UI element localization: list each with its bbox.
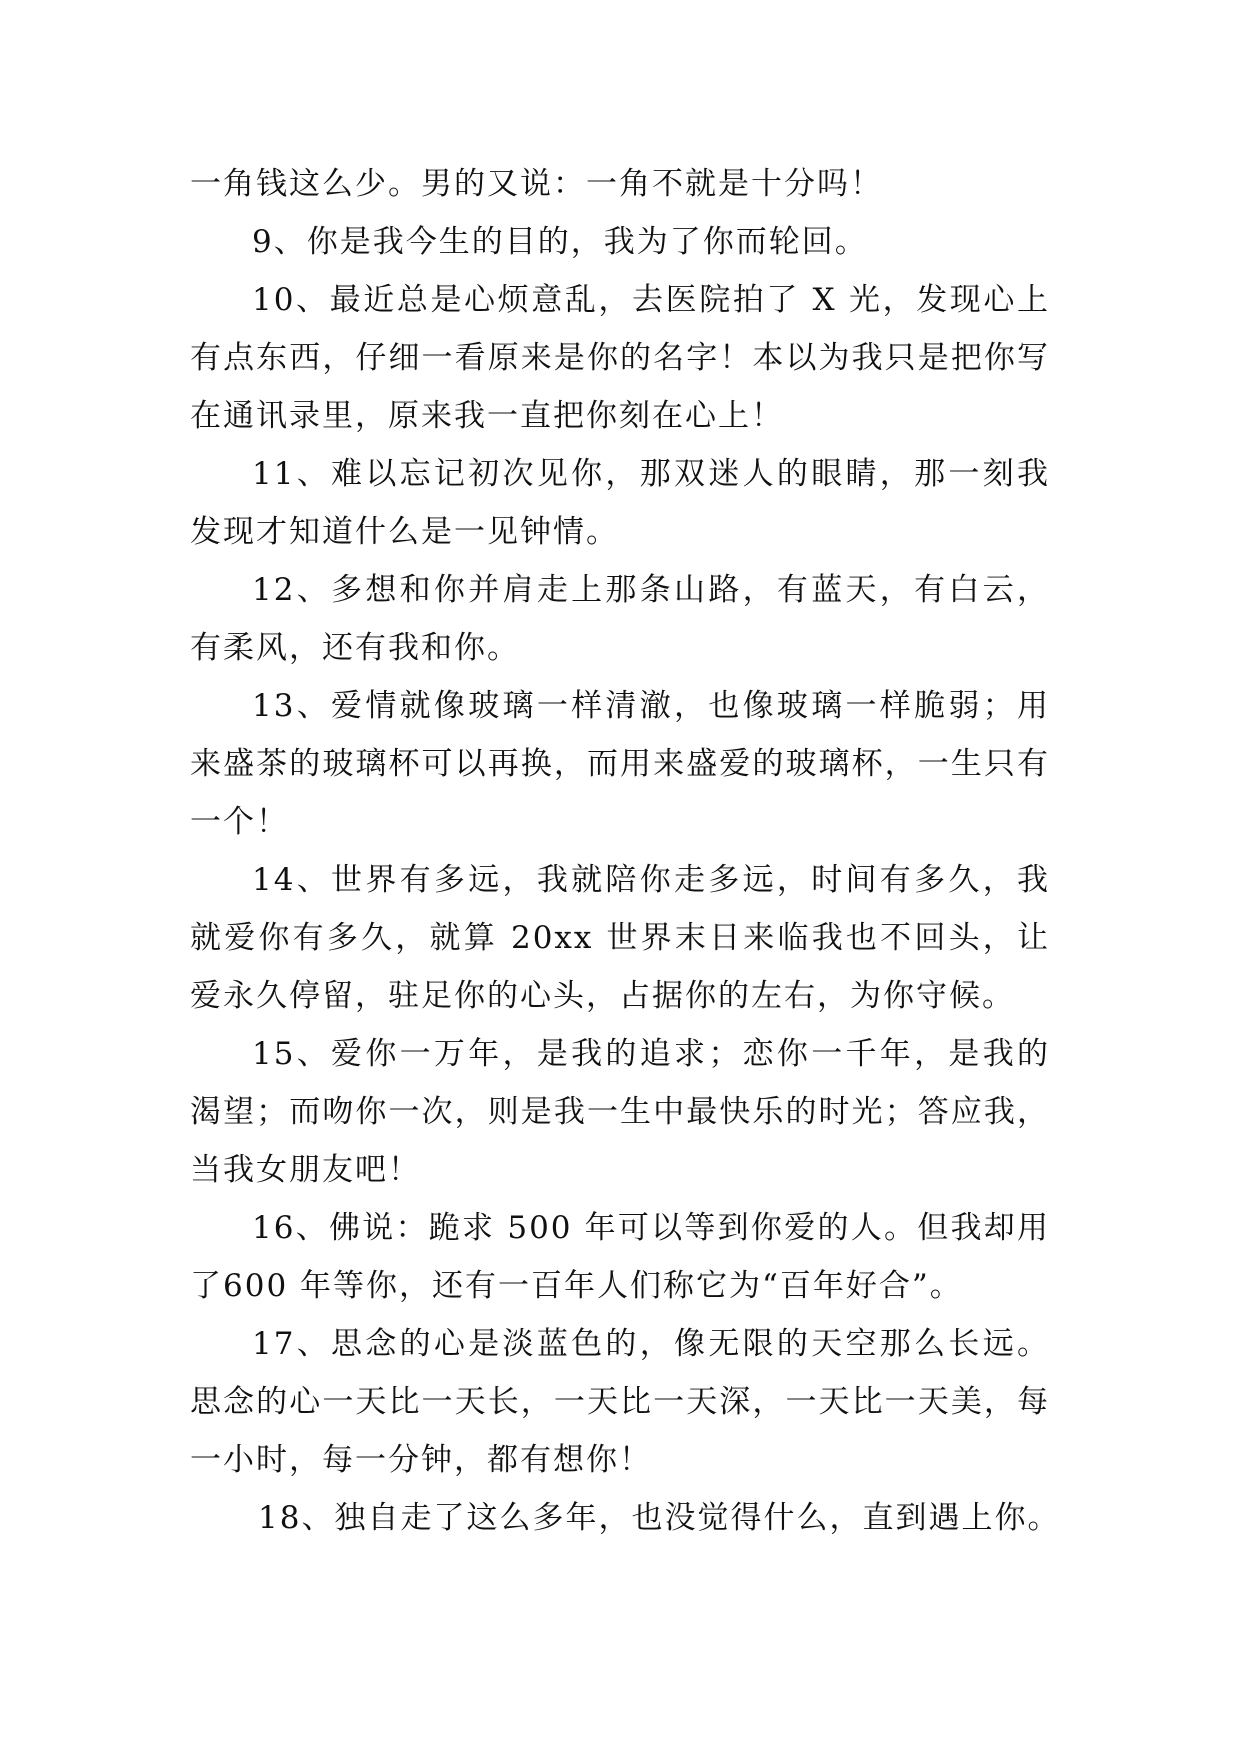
paragraph-item-15: 15、爱你一万年，是我的追求；恋你一千年，是我的渴望；而吻你一次，则是我一生中最快乐的时光；答应我，当我女朋友吧！ xyxy=(190,1036,1050,1188)
paragraph-continuation: 一角钱这么少。男的又说：一角不就是十分吗！ xyxy=(190,166,883,202)
paragraph-item-14: 14、世界有多远，我就陪你走多远，时间有多久，我就爱你有多久，就算 20xx 世界末日来临我也不回头，让爱永久停留，驻足你的心头，占据你的左右，为你守候。 xyxy=(190,862,1050,1014)
paragraph-item-10: 10、最近总是心烦意乱，去医院拍了 X 光，发现心上有点东西，仔细一看原来是你的名字！本以为我只是把你写在通讯录里，原来我一直把你刻在心上！ xyxy=(190,282,1050,434)
paragraph-item-13: 13、爱情就像玻璃一样清澈，也像玻璃一样脆弱；用来盛茶的玻璃杯可以再换，而用来盛爱的玻璃杯，一生只有一个！ xyxy=(190,688,1050,840)
paragraph-item-16: 16、佛说：跪求 500 年可以等到你爱的人。但我却用了600 年等你，还有一百年人们称它为“百年好合”。 xyxy=(190,1210,1050,1304)
document-body xyxy=(190,155,1061,1547)
paragraph-item-9: 9、你是我今生的目的，我为了你而轮回。 xyxy=(252,224,868,260)
paragraph-item-11: 11、难以忘记初次见你，那双迷人的眼睛，那一刻我发现才知道什么是一见钟情。 xyxy=(190,456,1050,550)
paragraph-item-17: 17、思念的心是淡蓝色的，像无限的天空那么长远。思念的心一天比一天长，一天比一天深，一天比一天美，每一小时，每一分钟，都有想你！ xyxy=(190,1326,1050,1478)
paragraph-item-12: 12、多想和你并肩走上那条山路，有蓝天，有白云，有柔风，还有我和你。 xyxy=(190,572,1050,666)
paragraph-item-18: 18、独自走了这么多年，也没觉得什么，直到遇上你。 xyxy=(258,1500,1061,1536)
